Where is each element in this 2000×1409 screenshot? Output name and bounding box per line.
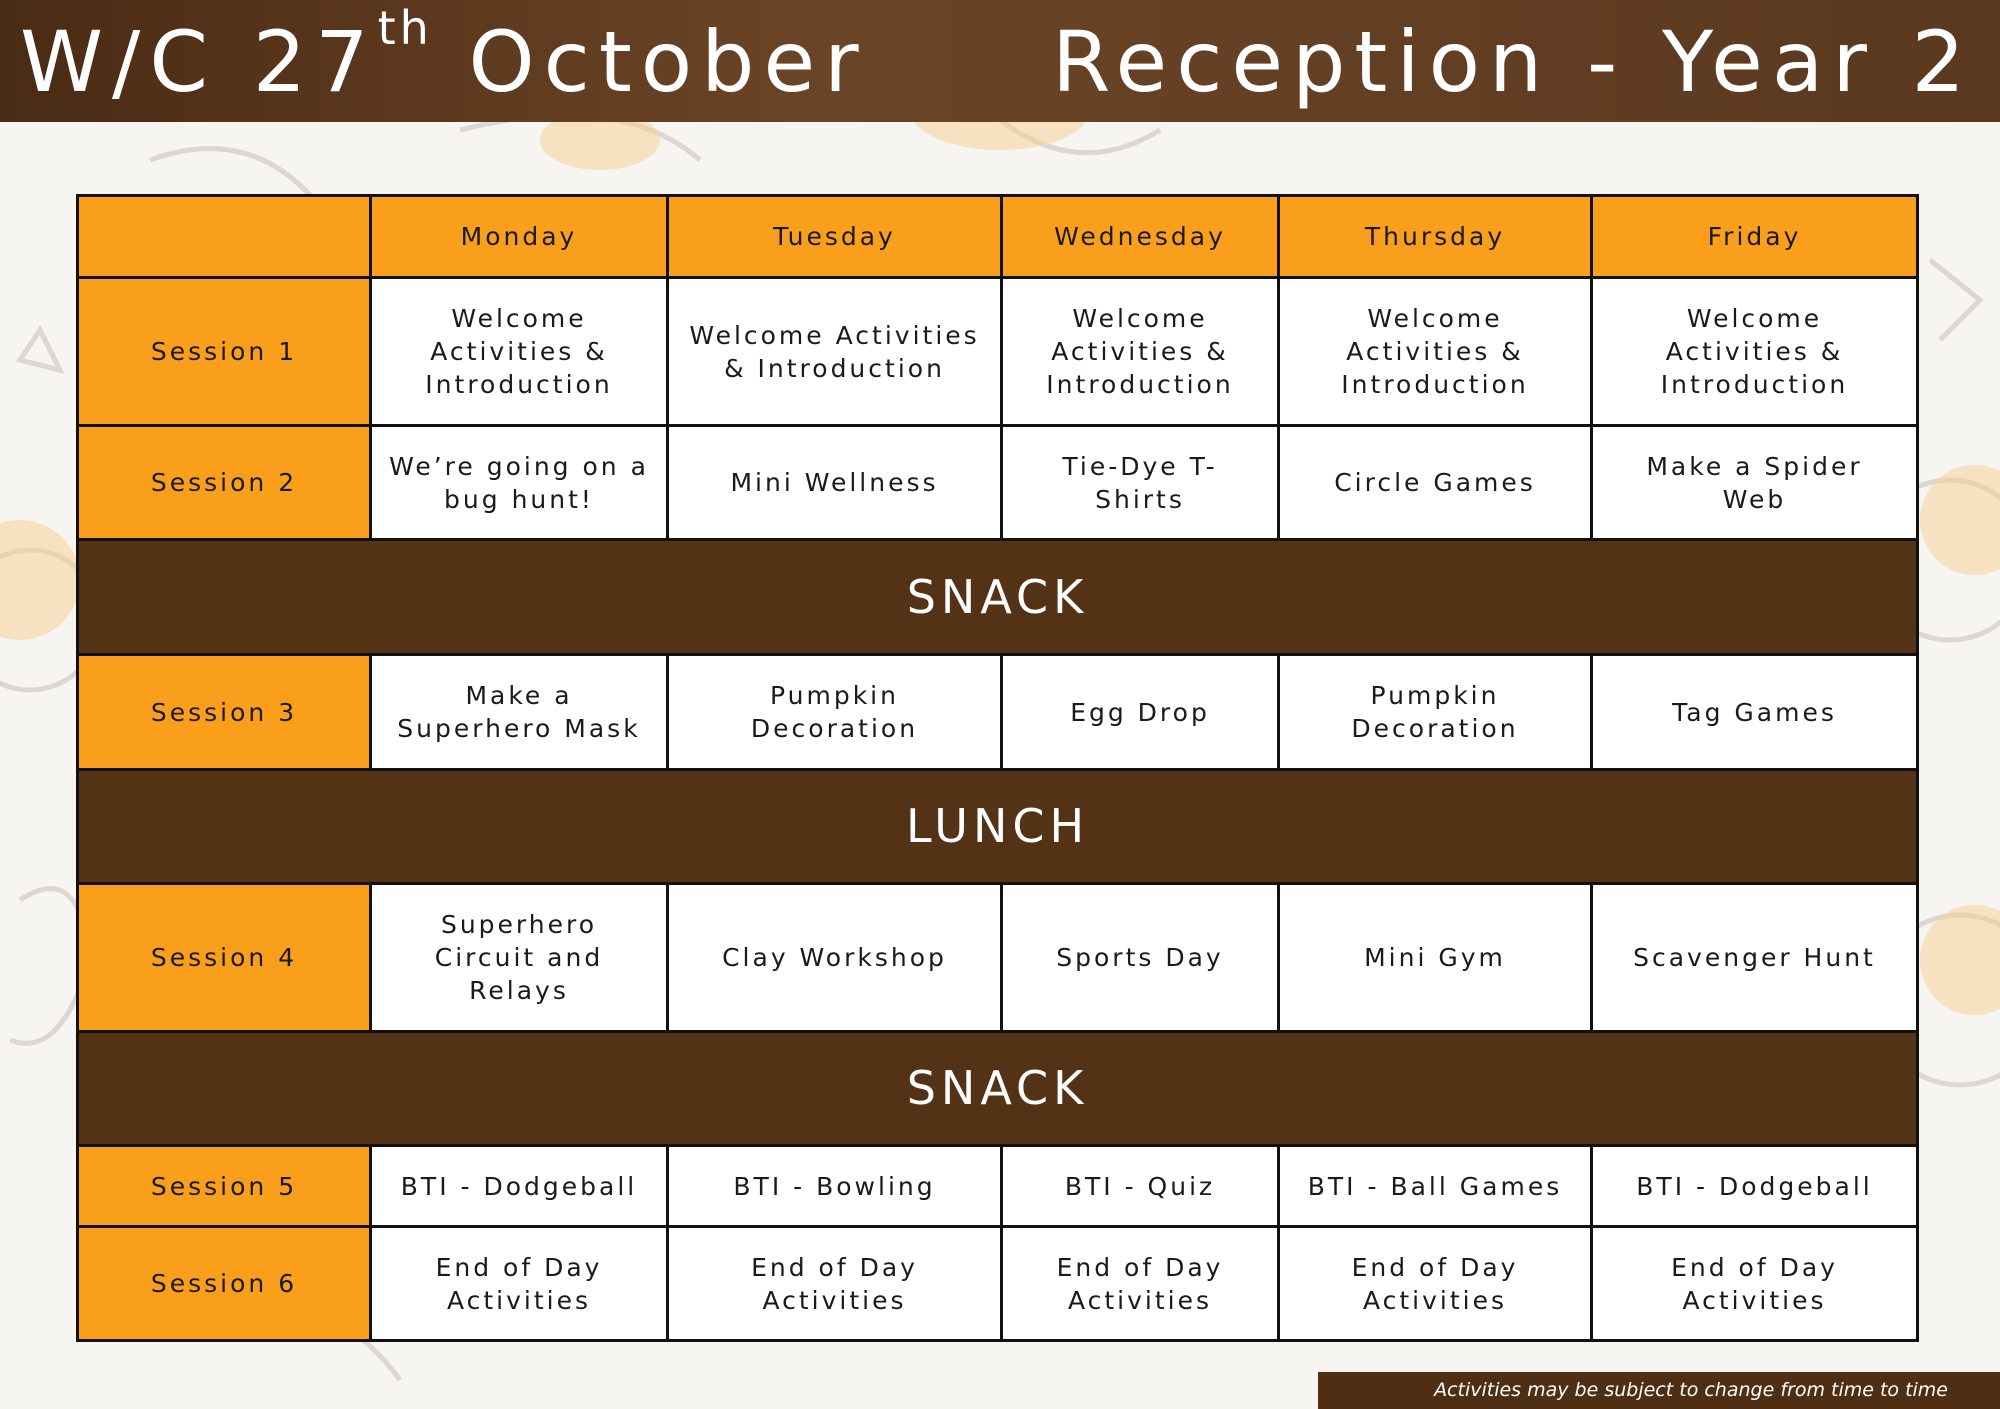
activity-cell: Pumpkin Decoration bbox=[668, 655, 1002, 770]
break-row bbox=[78, 770, 1918, 884]
activity-cell: Welcome Activities & Introduction bbox=[1002, 278, 1279, 426]
activity-cell: Make a Superhero Mask bbox=[371, 655, 668, 770]
activity-cell: Pumpkin Decoration bbox=[1279, 655, 1592, 770]
header-bar bbox=[0, 0, 2000, 122]
session-label: Session 2 bbox=[78, 426, 371, 540]
activity-cell: Circle Games bbox=[1279, 426, 1592, 540]
activity-cell: Mini Wellness bbox=[668, 426, 1002, 540]
weekly-timetable bbox=[76, 194, 1919, 1342]
activity-cell: BTI - Bowling bbox=[668, 1146, 1002, 1227]
activity-cell: Make a Spider Web bbox=[1592, 426, 1918, 540]
activity-cell: We’re going on a bug hunt! bbox=[371, 426, 668, 540]
activity-cell: Sports Day bbox=[1002, 884, 1279, 1032]
session-label: Session 5 bbox=[78, 1146, 371, 1227]
group-title: Reception - Year 2 bbox=[1051, 13, 1974, 111]
session-label: Session 3 bbox=[78, 655, 371, 770]
lunch-break-label: LUNCH bbox=[78, 770, 1918, 884]
session-label: Session 6 bbox=[78, 1227, 371, 1341]
activity-cell: Tag Games bbox=[1592, 655, 1918, 770]
activity-cell: Scavenger Hunt bbox=[1592, 884, 1918, 1032]
activity-cell: Mini Gym bbox=[1279, 884, 1592, 1032]
activity-cell: Egg Drop bbox=[1002, 655, 1279, 770]
week-title-suffix: October bbox=[432, 13, 868, 111]
session-row bbox=[78, 426, 1918, 540]
activity-cell: Welcome Activities & Introduction bbox=[1592, 278, 1918, 426]
day-header-wednesday: Wednesday bbox=[1002, 196, 1279, 278]
activity-cell: Tie-Dye T-Shirts bbox=[1002, 426, 1279, 540]
break-row bbox=[78, 540, 1918, 655]
session-row bbox=[78, 884, 1918, 1032]
activity-cell: End of Day Activities bbox=[1002, 1227, 1279, 1341]
activity-cell: BTI - Dodgeball bbox=[371, 1146, 668, 1227]
session-label: Session 1 bbox=[78, 278, 371, 426]
activity-cell: BTI - Quiz bbox=[1002, 1146, 1279, 1227]
day-header-monday: Monday bbox=[371, 196, 668, 278]
activity-cell: Superhero Circuit and Relays bbox=[371, 884, 668, 1032]
day-header-friday: Friday bbox=[1592, 196, 1918, 278]
week-title-superscript: th bbox=[377, 1, 433, 55]
activity-cell: Welcome Activities & Introduction bbox=[668, 278, 1002, 426]
session-row bbox=[78, 278, 1918, 426]
snack-break-label: SNACK bbox=[78, 1032, 1918, 1146]
session-label: Session 4 bbox=[78, 884, 371, 1032]
session-row bbox=[78, 655, 1918, 770]
activity-cell: Welcome Activities & Introduction bbox=[371, 278, 668, 426]
footer-disclaimer: Activities may be subject to change from time to time bbox=[1318, 1372, 2000, 1409]
activity-cell: End of Day Activities bbox=[1279, 1227, 1592, 1341]
week-title-prefix: W/C 27 bbox=[20, 13, 378, 111]
break-row bbox=[78, 1032, 1918, 1146]
day-header-thursday: Thursday bbox=[1279, 196, 1592, 278]
activity-cell: End of Day Activities bbox=[371, 1227, 668, 1341]
session-row bbox=[78, 1227, 1918, 1341]
session-row bbox=[78, 1146, 1918, 1227]
activity-cell: End of Day Activities bbox=[1592, 1227, 1918, 1341]
activity-cell: Welcome Activities & Introduction bbox=[1279, 278, 1592, 426]
snack-break-label: SNACK bbox=[78, 540, 1918, 655]
corner-cell bbox=[78, 196, 371, 278]
timetable-header-row bbox=[78, 196, 1918, 278]
week-title bbox=[20, 1, 868, 118]
activity-cell: Clay Workshop bbox=[668, 884, 1002, 1032]
activity-cell: End of Day Activities bbox=[668, 1227, 1002, 1341]
day-header-tuesday: Tuesday bbox=[668, 196, 1002, 278]
activity-cell: BTI - Ball Games bbox=[1279, 1146, 1592, 1227]
activity-cell: BTI - Dodgeball bbox=[1592, 1146, 1918, 1227]
